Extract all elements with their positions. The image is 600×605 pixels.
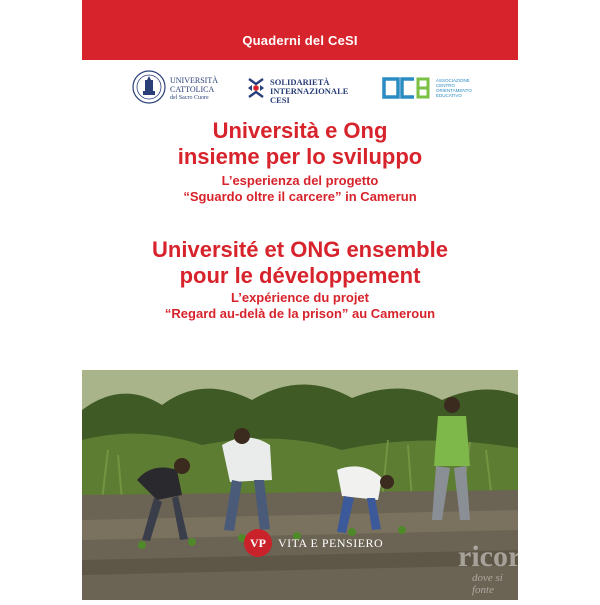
cesi-name-line3: CESI (270, 95, 290, 105)
italian-title-line2: insieme per lo sviluppo (177, 144, 423, 169)
ocb-association-logo (380, 68, 480, 110)
italian-title-line1: Università e Ong (212, 118, 388, 143)
french-subtitle-line1: L’expérience du projet (231, 290, 369, 305)
cover-photo (82, 370, 518, 600)
french-title-line1: Université et ONG ensemble (152, 237, 448, 262)
ocb-name-line3: ORIENTAMENTO (436, 88, 472, 93)
partner-logos (82, 68, 518, 110)
university-name-line2: CATTOLICA (170, 84, 215, 94)
watermark-tagline: dove si fonte (472, 572, 503, 596)
french-subtitle (82, 290, 518, 322)
series-label: Quaderni del CeSI (242, 33, 358, 48)
cesi-name-line2: INTERNAZIONALE (270, 86, 349, 96)
italian-subtitle (82, 173, 518, 205)
series-header-bar (82, 0, 518, 60)
ocb-name-line4: EDUCATIVO (436, 93, 462, 98)
french-subtitle-line2: “Regard au-delà de la prison” au Cameroun (164, 306, 436, 321)
university-name-line1: UNIVERSITÀ (170, 76, 218, 85)
ocb-name-line2: CENTRO (436, 83, 455, 88)
watermark-logo: ricorso (458, 540, 548, 573)
italian-subtitle-line1: L’esperienza del progetto (221, 173, 379, 188)
ocb-name-line1: ASSOCIAZIONE (436, 78, 470, 83)
french-title (82, 237, 518, 289)
cesi-logo (246, 68, 356, 110)
publisher-mark (244, 528, 383, 558)
book-cover (82, 0, 548, 600)
italian-subtitle-line2: “Sguardo oltre il carcere” in Camerun (183, 189, 417, 204)
publisher-badge: VP (244, 529, 272, 557)
cesi-name-line1: SOLIDARIETÀ (270, 77, 330, 87)
university-seal-icon (132, 70, 166, 104)
french-title-line2: pour le développement (179, 263, 421, 288)
cesi-mark-icon (246, 76, 266, 100)
ocb-mark-icon (380, 75, 432, 101)
field-workers-photo (82, 370, 518, 600)
italian-title (82, 118, 518, 170)
university-name-line3: del Sacro Cuore (170, 95, 209, 101)
publisher-name: VITA E PENSIERO (278, 535, 384, 550)
catholic-university-logo (132, 68, 232, 110)
